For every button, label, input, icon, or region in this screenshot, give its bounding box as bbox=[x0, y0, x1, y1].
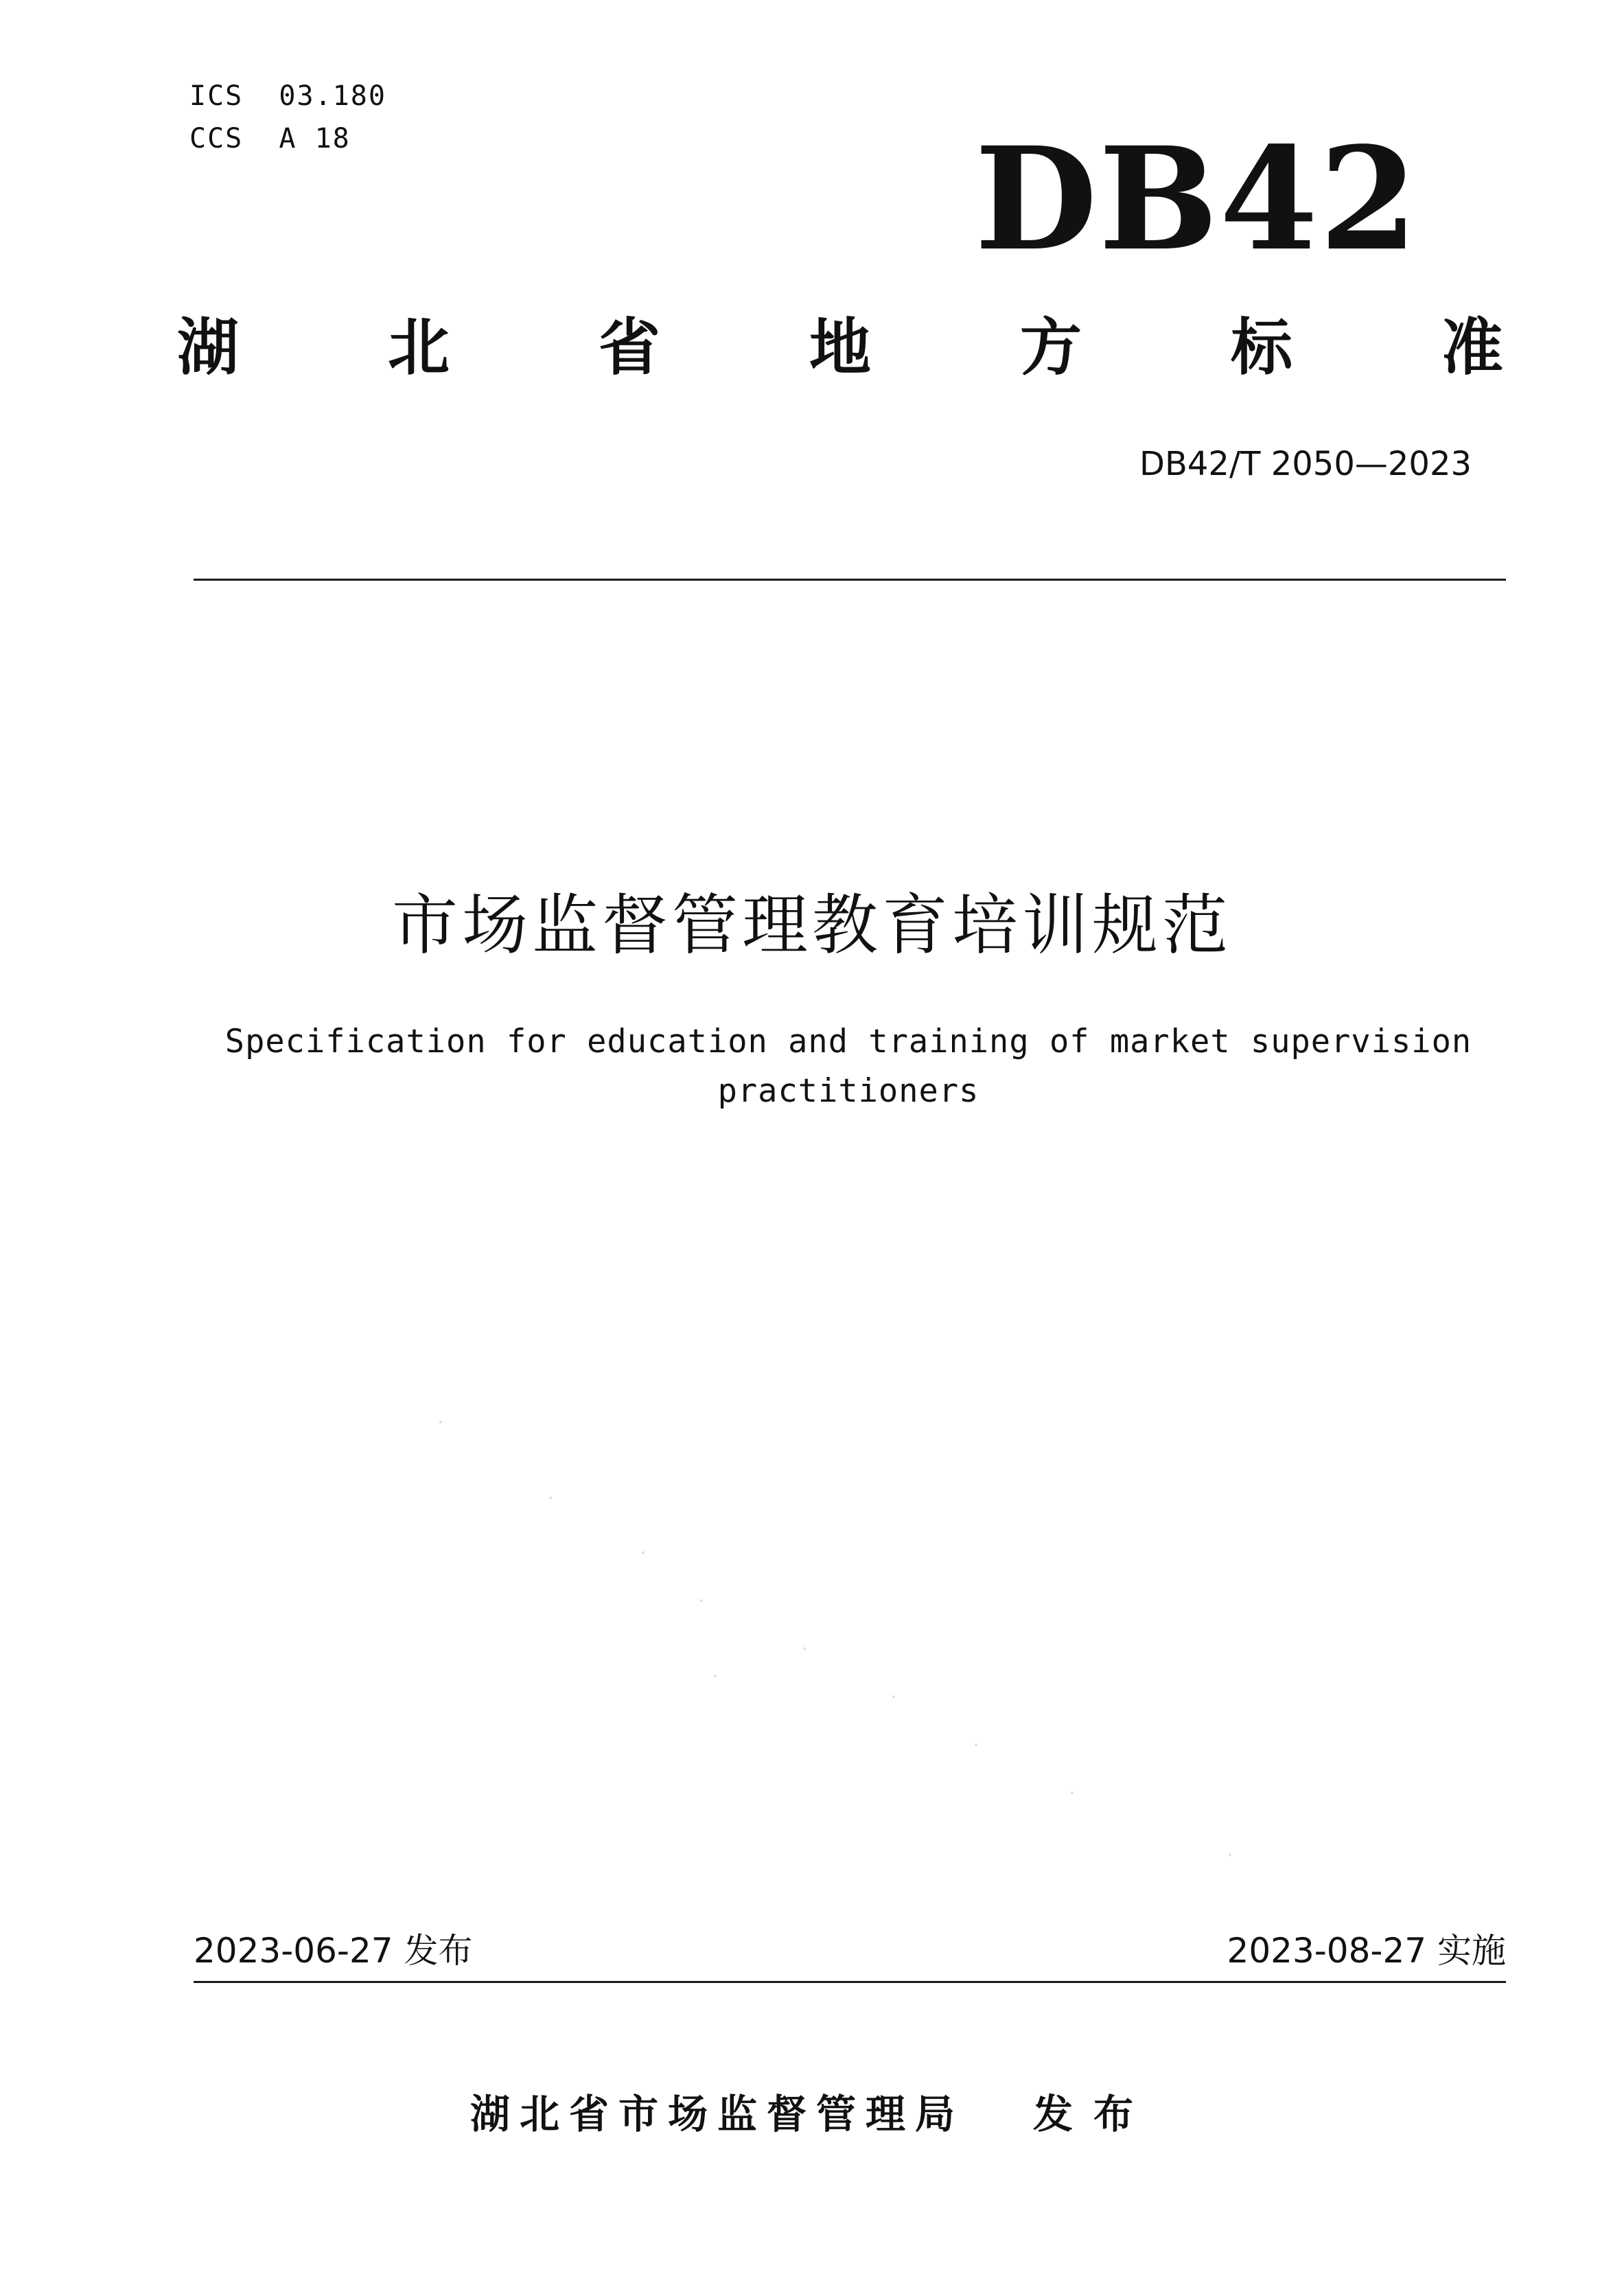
standard-type-char: 方 bbox=[1020, 312, 1082, 384]
standard-type-char: 北 bbox=[388, 312, 450, 384]
implementation-date: 2023-08-27 实施 bbox=[1227, 1931, 1506, 1971]
document-title-cn: 市场监督管理教育培训规范 bbox=[392, 887, 1232, 964]
standard-type-char: 准 bbox=[1441, 312, 1503, 384]
standard-type-char: 湖 bbox=[177, 312, 239, 384]
standard-type-char: 省 bbox=[599, 312, 660, 384]
ccs-code: CCS A 18 bbox=[189, 123, 351, 154]
document-title-en-line: Specification for education and training of market supervision bbox=[224, 1023, 1472, 1060]
issue-date: 2023-06-27 发布 bbox=[194, 1931, 473, 1971]
issuer-verb: 发布 bbox=[1033, 2091, 1155, 2137]
issuer-line bbox=[0, 2087, 1624, 2142]
standard-type bbox=[177, 310, 1503, 386]
standard-type-char: 地 bbox=[809, 312, 871, 384]
header-divider bbox=[194, 579, 1506, 581]
document-title-en bbox=[220, 1017, 1477, 1116]
ics-code: ICS 03.180 bbox=[189, 80, 386, 112]
standard-number: DB42/T 2050—2023 bbox=[1139, 445, 1472, 483]
issuer-name: 湖北省市场监督管理局 bbox=[469, 2091, 964, 2137]
standard-prefix: DB42 bbox=[975, 116, 1419, 282]
footer-divider bbox=[194, 1981, 1506, 1983]
document-title-en-line: practitioners bbox=[717, 1072, 979, 1110]
standard-type-char: 标 bbox=[1231, 312, 1292, 384]
